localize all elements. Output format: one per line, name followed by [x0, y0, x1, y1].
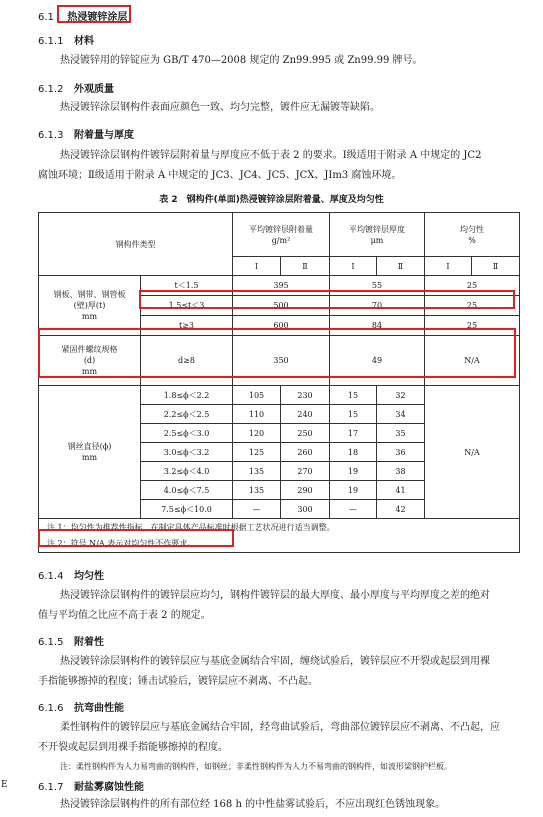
uniformity-cell: N/A — [425, 386, 520, 519]
section-6-1-6-note: 注：柔性钢构件为人力易弯曲的钢构件，如钢丝；非柔性钢构件为人力不易弯曲的钢构件，如波形梁钢护栏板。 — [60, 762, 452, 771]
bolt-label-line1: 紧固件螺纹规格 — [61, 345, 118, 354]
wire-label-unit: mm — [81, 453, 98, 462]
mass-g2-cell: 270 — [281, 462, 330, 481]
thickness-g2-cell: 32 — [377, 386, 425, 405]
header-type: 钢构件类型 — [39, 213, 233, 276]
header-uniformity-label: 均匀性 — [460, 224, 484, 234]
table-notes — [39, 519, 520, 553]
section-number: 6.1.7 — [38, 782, 64, 793]
thickness-cell: 70 — [330, 296, 425, 316]
section-6-1-3-body-line2: 腐蚀环境；Ⅱ级适用于附录 A 中规定的 JC3、JC4、JC5、JCX、JIm3 腐蚀环境。 — [38, 170, 402, 181]
plate-label-line2: (壁)厚(t) — [73, 301, 106, 310]
plate-label-unit: mm — [81, 312, 98, 321]
uniformity-cell: 25 — [425, 296, 520, 316]
grade-2: Ⅱ — [281, 257, 330, 276]
range-cell: 3.2≤ϕ＜4.0 — [141, 462, 233, 481]
mass-g2-cell: 250 — [281, 424, 330, 443]
margin-mark: E — [1, 780, 8, 790]
range-cell: 2.2≤ϕ＜2.5 — [141, 405, 233, 424]
range-cell: 1.5≤t＜3 — [141, 296, 233, 316]
thickness-g1-cell: 18 — [330, 443, 377, 462]
section-title: 抗弯曲性能 — [74, 703, 124, 714]
grade-1: Ⅰ — [425, 257, 472, 276]
header-mass — [233, 213, 330, 257]
table-row-bolt — [39, 336, 520, 386]
range-cell: 3.0≤ϕ＜3.2 — [141, 443, 233, 462]
section-6-1-heading — [38, 8, 127, 23]
mass-cell: 600 — [233, 316, 330, 336]
section-6-1-3-body-line1: 热浸镀锌涂层钢构件镀锌层附着量与厚度应不低于表 2 的要求。Ⅰ级适用于附录 A 中规定的 JC2 — [60, 150, 482, 161]
section-6-1-1-body: 热浸镀锌用的锌锭应为 GB/T 470—2008 规定的 Zn99.995 或 Zn99.99 牌号。 — [60, 55, 423, 66]
table-row — [39, 386, 520, 405]
section-number: 6.1.4 — [38, 571, 64, 582]
wire-label-line1: 钢丝直径(ϕ) — [67, 442, 112, 451]
range-cell: t＜1.5 — [141, 276, 233, 296]
section-6-1-6-body-line2: 不开裂或起层到用裸手指能够擦掉的程度。 — [38, 742, 228, 753]
plate-label — [39, 276, 141, 336]
thickness-g2-cell: 35 — [377, 424, 425, 443]
section-title: 附着量与厚度 — [74, 130, 134, 141]
table-note-2: 注 2：符号 N/A 表示对均匀性不作要求。 — [47, 538, 196, 548]
range-cell: 1.8≤ϕ＜2.2 — [141, 386, 233, 405]
thickness-g2-cell: 34 — [377, 405, 425, 424]
header-thickness — [330, 213, 425, 257]
mass-g1-cell: 125 — [233, 443, 281, 462]
section-title: 耐盐雾腐蚀性能 — [74, 782, 144, 793]
uniformity-cell: 25 — [425, 316, 520, 336]
thickness-cell: 49 — [330, 336, 425, 386]
spec-table — [38, 212, 520, 553]
grade-1: Ⅰ — [330, 257, 377, 276]
header-mass-unit: g/m² — [271, 235, 291, 245]
section-number: 6.1 — [38, 12, 54, 23]
section-number: 6.1.2 — [38, 84, 64, 95]
bolt-label-line2: (d) — [83, 356, 96, 365]
grade-1: Ⅰ — [233, 257, 281, 276]
section-6-1-4-body-line1: 热浸镀锌涂层钢构件的镀锌层应均匀，钢构件镀锌层的最大厚度、最小厚度与平均厚度之差的绝对 — [60, 590, 490, 601]
bolt-label-unit: mm — [81, 367, 98, 376]
section-title: 材料 — [74, 36, 94, 47]
mass-g1-cell: — — [233, 500, 281, 519]
grade-2: Ⅱ — [472, 257, 520, 276]
mass-g1-cell: 105 — [233, 386, 281, 405]
section-6-1-6-body-line1: 柔性钢构件的镀锌层应与基底金属结合牢固，经弯曲试验后，弯曲部位镀锌层应不剥离、不凸起，应 — [60, 722, 500, 733]
header-thickness-unit: μm — [370, 235, 384, 245]
mass-g1-cell: 120 — [233, 424, 281, 443]
section-6-1-5-body-line2: 手指能够擦掉的程度；锤击试验后，镀锌层应不剥离、不凸起。 — [38, 676, 318, 687]
section-6-1-1-heading — [38, 32, 94, 47]
header-mass-label: 平均镀锌层附着量 — [249, 224, 313, 234]
range-cell: d≥8 — [141, 336, 233, 386]
table-notes-row — [39, 519, 520, 553]
mass-g1-cell: 135 — [233, 462, 281, 481]
thickness-g1-cell: 17 — [330, 424, 377, 443]
thickness-g2-cell: 41 — [377, 481, 425, 500]
thickness-g1-cell: 15 — [330, 405, 377, 424]
section-number: 6.1.6 — [38, 703, 64, 714]
section-number: 6.1.5 — [38, 637, 64, 648]
thickness-g1-cell: 19 — [330, 462, 377, 481]
mass-g2-cell: 290 — [281, 481, 330, 500]
mass-g1-cell: 110 — [233, 405, 281, 424]
mass-cell: 395 — [233, 276, 330, 296]
header-uniformity-unit: % — [468, 235, 476, 245]
mass-g2-cell: 260 — [281, 443, 330, 462]
table-row — [39, 276, 520, 296]
header-thickness-label: 平均镀锌层厚度 — [349, 224, 405, 234]
section-6-1-7-body: 热浸镀锌涂层钢构件的所有部位经 168 h 的中性盐雾试验后，不应出现红色锈蚀现象。 — [60, 799, 446, 810]
mass-cell: 500 — [233, 296, 330, 316]
section-number: 6.1.1 — [38, 36, 64, 47]
section-number: 6.1.3 — [38, 130, 64, 141]
thickness-g2-cell: 38 — [377, 462, 425, 481]
section-6-1-5-heading — [38, 633, 104, 648]
section-6-1-7-heading — [38, 778, 144, 793]
thickness-cell: 84 — [330, 316, 425, 336]
section-6-1-6-heading — [38, 699, 124, 714]
section-6-1-3-heading — [38, 126, 134, 141]
bolt-label — [39, 336, 141, 386]
plate-label-line1: 钢板、钢带、钢管板 — [53, 290, 126, 299]
mass-g2-cell: 300 — [281, 500, 330, 519]
thickness-g2-cell: 42 — [377, 500, 425, 519]
thickness-g2-cell: 36 — [377, 443, 425, 462]
header-uniformity — [425, 213, 520, 257]
mass-g2-cell: 240 — [281, 405, 330, 424]
section-6-1-5-body-line1: 热浸镀锌涂层钢构件的镀锌层应与基底金属结合牢固，缠绕试验后，镀锌层应不开裂或起层到用裸 — [60, 656, 490, 667]
section-title: 附着性 — [74, 637, 104, 648]
grade-2: Ⅱ — [377, 257, 425, 276]
mass-g2-cell: 230 — [281, 386, 330, 405]
section-6-1-4-body-line2: 值与平均值之比应不高于表 2 的规定。 — [38, 610, 211, 621]
mass-cell: 350 — [233, 336, 330, 386]
range-cell: 2.5≤ϕ＜3.0 — [141, 424, 233, 443]
table-caption: 表 2 钢构件(单面)热浸镀锌涂层附着量、厚度及均匀性 — [159, 195, 384, 205]
uniformity-cell: N/A — [425, 336, 520, 386]
section-title: 均匀性 — [74, 571, 104, 582]
table-note-1: 注 1：均匀性为推荐性指标，在制定具体产品标准时根据工艺状况进行适当调整。 — [47, 522, 335, 532]
section-title: 热浸镀锌涂层 — [67, 12, 128, 23]
section-6-1-2-heading — [38, 80, 114, 95]
uniformity-cell: 25 — [425, 276, 520, 296]
section-6-1-2-body: 热浸镀锌涂层钢构件表面应颜色一致、均匀完整，镀件应无漏镀等缺陷。 — [60, 102, 380, 113]
range-cell: t≥3 — [141, 316, 233, 336]
range-cell: 4.0≤ϕ＜7.5 — [141, 481, 233, 500]
thickness-g1-cell: 19 — [330, 481, 377, 500]
thickness-cell: 55 — [330, 276, 425, 296]
wire-label — [39, 386, 141, 519]
section-title: 外观质量 — [74, 84, 114, 95]
thickness-g1-cell: 15 — [330, 386, 377, 405]
table-header-row — [39, 213, 520, 257]
mass-g1-cell: 135 — [233, 481, 281, 500]
range-cell: 7.5≤ϕ＜10.0 — [141, 500, 233, 519]
thickness-g1-cell: — — [330, 500, 377, 519]
section-6-1-4-heading — [38, 567, 104, 582]
